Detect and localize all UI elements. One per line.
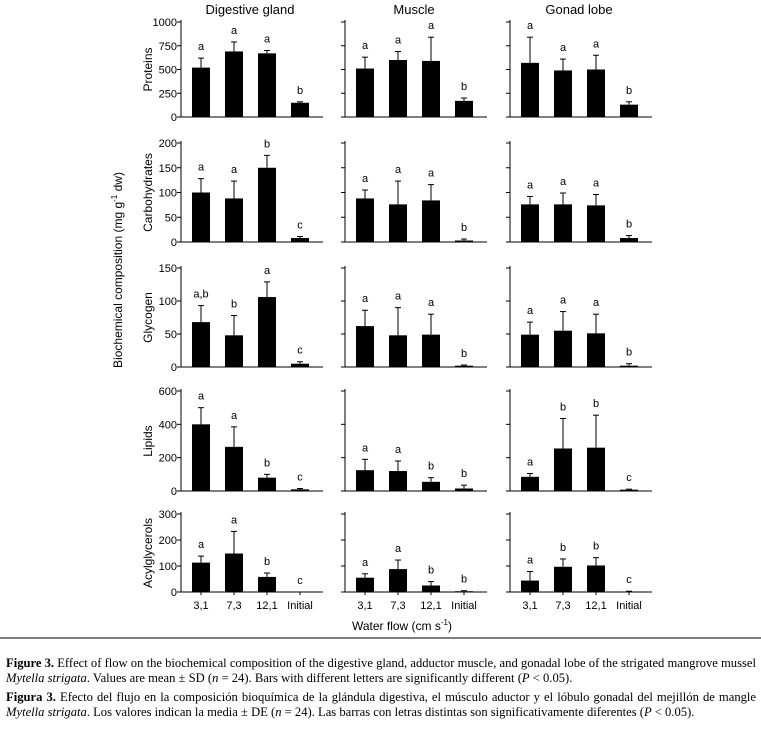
bar — [389, 335, 407, 367]
x-tick-label: Initial — [616, 600, 642, 612]
bar — [356, 69, 374, 117]
bar — [225, 335, 243, 367]
significance-letter: b — [460, 573, 468, 586]
significance-letter: a — [559, 294, 567, 307]
significance-letter: a — [559, 175, 567, 188]
significance-letter: c — [626, 472, 632, 485]
significance-letter: b — [460, 81, 468, 93]
significance-letter: a — [427, 20, 435, 33]
bar — [455, 591, 473, 592]
y-tick-label: 150 — [158, 162, 177, 175]
y-tick-label: 300 — [158, 509, 177, 521]
y-tick-label: 100 — [158, 296, 177, 308]
y-tick-label: 200 — [158, 138, 177, 150]
x-tick-label: 7,3 — [390, 600, 406, 612]
y-axis-label: Biochemical composition (mg $g^{-1}$ dw) — [110, 172, 125, 368]
y-tick-label: 200 — [158, 535, 177, 547]
bar — [455, 241, 473, 242]
bar — [521, 335, 539, 367]
significance-letter: c — [297, 219, 303, 232]
bar — [620, 105, 638, 117]
significance-letter: b — [427, 460, 435, 473]
bar — [521, 63, 539, 117]
x-tick-label: 3,1 — [193, 600, 209, 612]
significance-letter: a — [394, 34, 402, 47]
significance-letter: a — [526, 179, 534, 192]
bar — [587, 565, 605, 592]
significance-letter: b — [263, 138, 271, 151]
significance-letter: b — [559, 541, 567, 554]
bar — [192, 424, 210, 491]
significance-letter: a — [526, 456, 534, 469]
bar — [422, 482, 440, 491]
bar — [291, 364, 309, 367]
significance-letter: b — [460, 222, 468, 235]
caption-en-label: Figure 3. — [6, 656, 55, 670]
bar — [356, 198, 374, 242]
significance-letter: b — [592, 540, 600, 553]
bar — [521, 204, 539, 242]
significance-letter: b — [625, 218, 633, 231]
significance-letter: a — [526, 305, 534, 318]
x-tick-label: 12,1 — [585, 600, 607, 612]
bar — [587, 205, 605, 242]
bar — [225, 51, 243, 117]
significance-letter: a — [592, 38, 600, 51]
bar — [554, 70, 572, 117]
x-axis-label: Water flow (cm $s^{-1}$) — [351, 618, 453, 633]
significance-letter: a — [263, 33, 271, 46]
row-label: Lipids — [141, 425, 155, 457]
significance-letter: a — [197, 390, 205, 403]
row-label: Proteins — [141, 47, 155, 92]
significance-letter: a — [361, 556, 369, 569]
row-label: Glycogen — [141, 292, 155, 343]
row-label: Carbohydrates — [141, 153, 155, 232]
bar — [291, 238, 309, 242]
bar — [455, 489, 473, 492]
bar — [225, 198, 243, 242]
significance-letter: a — [230, 24, 238, 37]
significance-letter: a,b — [193, 288, 209, 301]
bar — [554, 204, 572, 242]
significance-letter: a — [394, 164, 402, 177]
significance-letter: b — [460, 468, 468, 481]
y-tick-label: 200 — [158, 452, 177, 465]
bar — [521, 581, 539, 592]
significance-letter: a — [197, 161, 205, 174]
bar — [554, 567, 572, 592]
significance-letter: a — [361, 40, 369, 53]
bar — [620, 366, 638, 367]
bar — [389, 569, 407, 592]
bar — [192, 193, 210, 243]
significance-letter: a — [394, 290, 402, 303]
significance-letter: a — [394, 444, 402, 456]
x-tick-label: 3,1 — [357, 600, 373, 612]
bar — [192, 68, 210, 117]
significance-letter: c — [297, 344, 303, 357]
y-tick-label: 50 — [164, 329, 177, 341]
bar — [192, 322, 210, 367]
caption-es-label: Figura 3. — [6, 690, 56, 704]
significance-letter: c — [297, 471, 303, 484]
bar — [554, 331, 572, 367]
bar — [225, 554, 243, 592]
bar — [291, 489, 309, 491]
bar — [258, 168, 276, 242]
y-tick-label: 0 — [170, 587, 177, 599]
x-tick-label: 3,1 — [522, 600, 538, 612]
y-tick-label: 400 — [158, 419, 177, 432]
significance-letter: b — [263, 457, 271, 470]
caption-spanish: Figura 3. Efecto del flujo en la composición bioquímica de la glándula digestiva, el músculo aductor y el lóbulo gonadal del mejillón de mangle Mytella strigata. Los valores indican la media ± DE (n = 24). Las barras con letras distintas son significativamente diferentes (P < 0.05). — [6, 690, 756, 719]
significance-letter: a — [427, 167, 435, 180]
significance-letter: a — [427, 297, 435, 310]
significance-letter: a — [230, 409, 238, 422]
bar — [455, 101, 473, 117]
y-tick-label: 0 — [170, 237, 177, 249]
significance-letter: b — [625, 84, 633, 97]
x-tick-label: 12,1 — [420, 600, 442, 612]
bar — [455, 366, 473, 367]
bar — [356, 578, 374, 592]
bar — [422, 586, 440, 593]
bar — [258, 577, 276, 592]
x-tick-label: Initial — [451, 600, 477, 612]
bar — [422, 61, 440, 117]
bar — [389, 60, 407, 117]
significance-letter: b — [559, 401, 567, 414]
significance-letter: a — [230, 164, 238, 177]
bar — [192, 563, 210, 592]
significance-letter: b — [592, 398, 600, 411]
bar — [389, 471, 407, 491]
bar — [356, 470, 374, 491]
y-tick-label: 150 — [158, 263, 177, 275]
bar — [291, 103, 309, 117]
bar — [620, 490, 638, 491]
significance-letter: b — [230, 298, 238, 311]
significance-letter: c — [626, 574, 632, 587]
significance-letter: a — [559, 42, 567, 55]
y-tick-label: 750 — [158, 40, 177, 53]
significance-letter: a — [592, 177, 600, 190]
significance-letter: a — [361, 442, 369, 455]
x-tick-label: 12,1 — [256, 600, 278, 612]
bar — [389, 204, 407, 242]
significance-letter: a — [592, 297, 600, 310]
y-tick-label: 0 — [170, 362, 177, 374]
significance-letter: b — [263, 556, 271, 569]
significance-letter: a — [361, 293, 369, 306]
bar — [356, 326, 374, 367]
y-tick-label: 50 — [164, 212, 177, 225]
column-title: Digestive gland — [205, 2, 295, 17]
y-tick-label: 0 — [170, 112, 177, 124]
x-tick-label: 7,3 — [555, 600, 571, 612]
bar — [554, 449, 572, 492]
y-tick-label: 1000 — [152, 17, 177, 29]
bar — [258, 478, 276, 491]
y-tick-label: 500 — [158, 64, 177, 77]
significance-letter: b — [625, 346, 633, 359]
significance-letter: a — [263, 264, 271, 277]
bar — [521, 477, 539, 491]
y-tick-label: 100 — [158, 561, 177, 573]
bar — [587, 333, 605, 367]
x-tick-label: 7,3 — [226, 600, 242, 612]
bar — [422, 335, 440, 367]
bar — [258, 53, 276, 117]
bar — [587, 70, 605, 118]
caption-english: Figure 3. Effect of flow on the biochemical composition of the digestive gland, adductor muscle, and gonadal lobe of the strigated mangrove mussel Mytella strigata. Values are mean ± SD (n = 24). Bars with different letters are significantly different (P < 0.05). — [6, 656, 756, 685]
x-tick-label: Initial — [287, 600, 313, 612]
bar — [422, 200, 440, 242]
significance-letter: b — [427, 564, 435, 577]
bar — [587, 448, 605, 491]
significance-letter: b — [296, 84, 304, 97]
bar — [258, 297, 276, 367]
y-tick-label: 0 — [170, 486, 177, 498]
bar — [225, 447, 243, 491]
significance-letter: a — [526, 20, 534, 33]
y-tick-label: 600 — [158, 386, 177, 398]
row-label: Acylglycerols — [141, 517, 155, 589]
column-title: Gonad lobe — [545, 2, 613, 17]
significance-letter: a — [230, 514, 238, 527]
significance-letter: a — [394, 543, 402, 556]
column-title: Muscle — [393, 2, 435, 17]
y-tick-label: 100 — [158, 187, 177, 200]
significance-letter: a — [361, 173, 369, 186]
y-tick-label: 250 — [158, 88, 177, 101]
significance-letter: b — [460, 348, 468, 361]
bar — [620, 238, 638, 242]
significance-letter: c — [297, 575, 303, 587]
significance-letter: a — [197, 41, 205, 54]
significance-letter: a — [197, 539, 205, 552]
significance-letter: a — [526, 554, 534, 567]
